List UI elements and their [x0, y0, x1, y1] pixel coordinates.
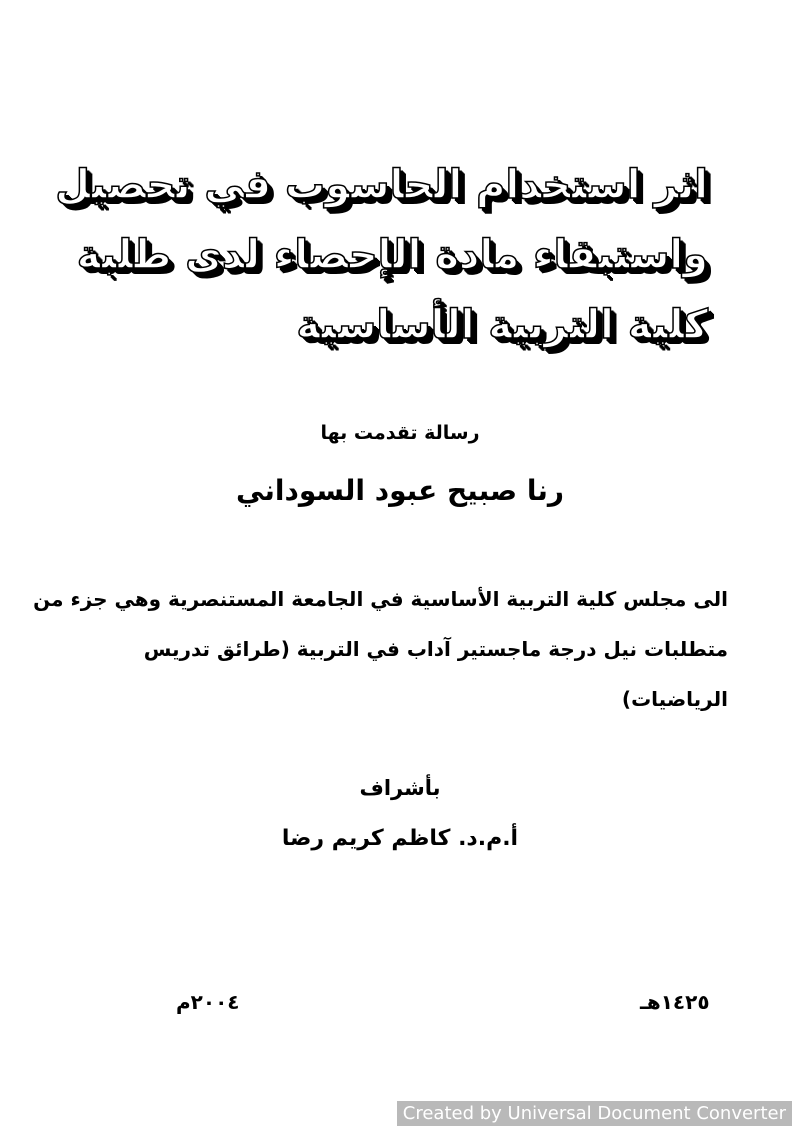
thesis-purpose: [33, 574, 728, 724]
author-name: رنا صبيح عبود السوداني: [236, 474, 564, 507]
purpose-line-1: الى مجلس كلية التربية الأساسية في الجامعة المستنصرية وهي جزء من: [33, 587, 728, 611]
converter-watermark: Created by Universal Document Converter: [397, 1101, 792, 1126]
purpose-line-2: متطلبات نيل درجة ماجستير آداب في التربية (طرائق تدريس: [143, 637, 728, 661]
title-line-3: كلية التربية الأساسية: [296, 302, 708, 348]
purpose-line-3: الرياضيات): [621, 687, 728, 711]
title-line-2: واستبقاء مادة الإحصاء لدى طلبة: [76, 232, 708, 278]
date-gregorian: ٢٠٠٤م: [176, 990, 240, 1014]
title-line-1: اثر استخدام الحاسوب في تحصيل: [55, 162, 708, 208]
date-hijri: ١٤٢٥هـ: [640, 990, 710, 1014]
thesis-title: [55, 150, 708, 360]
presented-by-label: رسالة تقدمت بها: [320, 422, 480, 444]
supervision-label: بأشراف: [359, 776, 441, 800]
supervisor-name: أ.م.د. كاظم كريم رضا: [281, 826, 519, 851]
